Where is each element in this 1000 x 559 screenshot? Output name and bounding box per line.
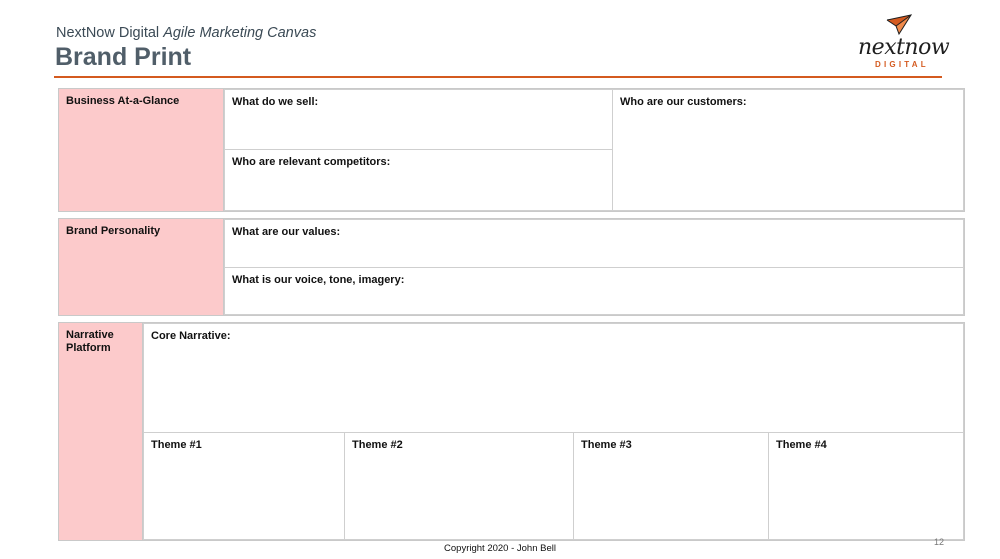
theme-4-cell[interactable] <box>768 432 964 540</box>
voice-label: What is our voice, tone, imagery: <box>232 274 405 286</box>
personality-label-cell <box>59 219 224 315</box>
competitors-cell[interactable] <box>224 149 613 211</box>
customers-cell[interactable] <box>612 89 964 211</box>
business-label: Business At-a-Glance <box>66 95 180 107</box>
theme-3-cell[interactable] <box>573 432 769 540</box>
subtitle-canvas-name: Agile Marketing Canvas <box>163 25 317 41</box>
business-label-cell <box>59 89 224 211</box>
header-divider <box>54 76 942 78</box>
narrative-section <box>58 322 965 541</box>
paper-plane-icon <box>886 14 912 36</box>
nextnow-logo <box>852 14 952 74</box>
personality-section <box>58 218 965 316</box>
what-we-sell-label: What do we sell: <box>232 96 319 108</box>
voice-cell[interactable] <box>224 267 964 315</box>
theme-1-label: Theme #1 <box>151 439 202 451</box>
business-section <box>58 88 965 212</box>
customers-label: Who are our customers: <box>620 96 747 108</box>
what-we-sell-cell[interactable] <box>224 89 613 150</box>
narrative-label-line2: Platform <box>66 342 111 354</box>
page-title: Brand Print <box>55 43 192 71</box>
values-label: What are our values: <box>232 226 341 238</box>
page-number: 12 <box>934 537 945 547</box>
narrative-label-cell <box>59 323 143 540</box>
narrative-label <box>66 329 114 355</box>
competitors-label: Who are relevant competitors: <box>232 156 391 168</box>
copyright-footer: Copyright 2020 - John Bell <box>444 543 556 554</box>
core-narrative-label: Core Narrative: <box>151 330 231 342</box>
personality-label: Brand Personality <box>66 225 161 237</box>
core-narrative-cell[interactable] <box>143 323 964 433</box>
logo-subtitle: DIGITAL <box>875 60 929 69</box>
narrative-label-line1: Narrative <box>66 329 114 341</box>
theme-4-label: Theme #4 <box>776 439 827 451</box>
theme-1-cell[interactable] <box>143 432 345 540</box>
subtitle-brand: NextNow Digital <box>56 25 160 41</box>
canvas-subtitle <box>56 25 316 41</box>
theme-3-label: Theme #3 <box>581 439 632 451</box>
logo-wordmark: nextnow <box>858 35 950 60</box>
theme-2-label: Theme #2 <box>352 439 403 451</box>
values-cell[interactable] <box>224 219 964 268</box>
theme-2-cell[interactable] <box>344 432 574 540</box>
